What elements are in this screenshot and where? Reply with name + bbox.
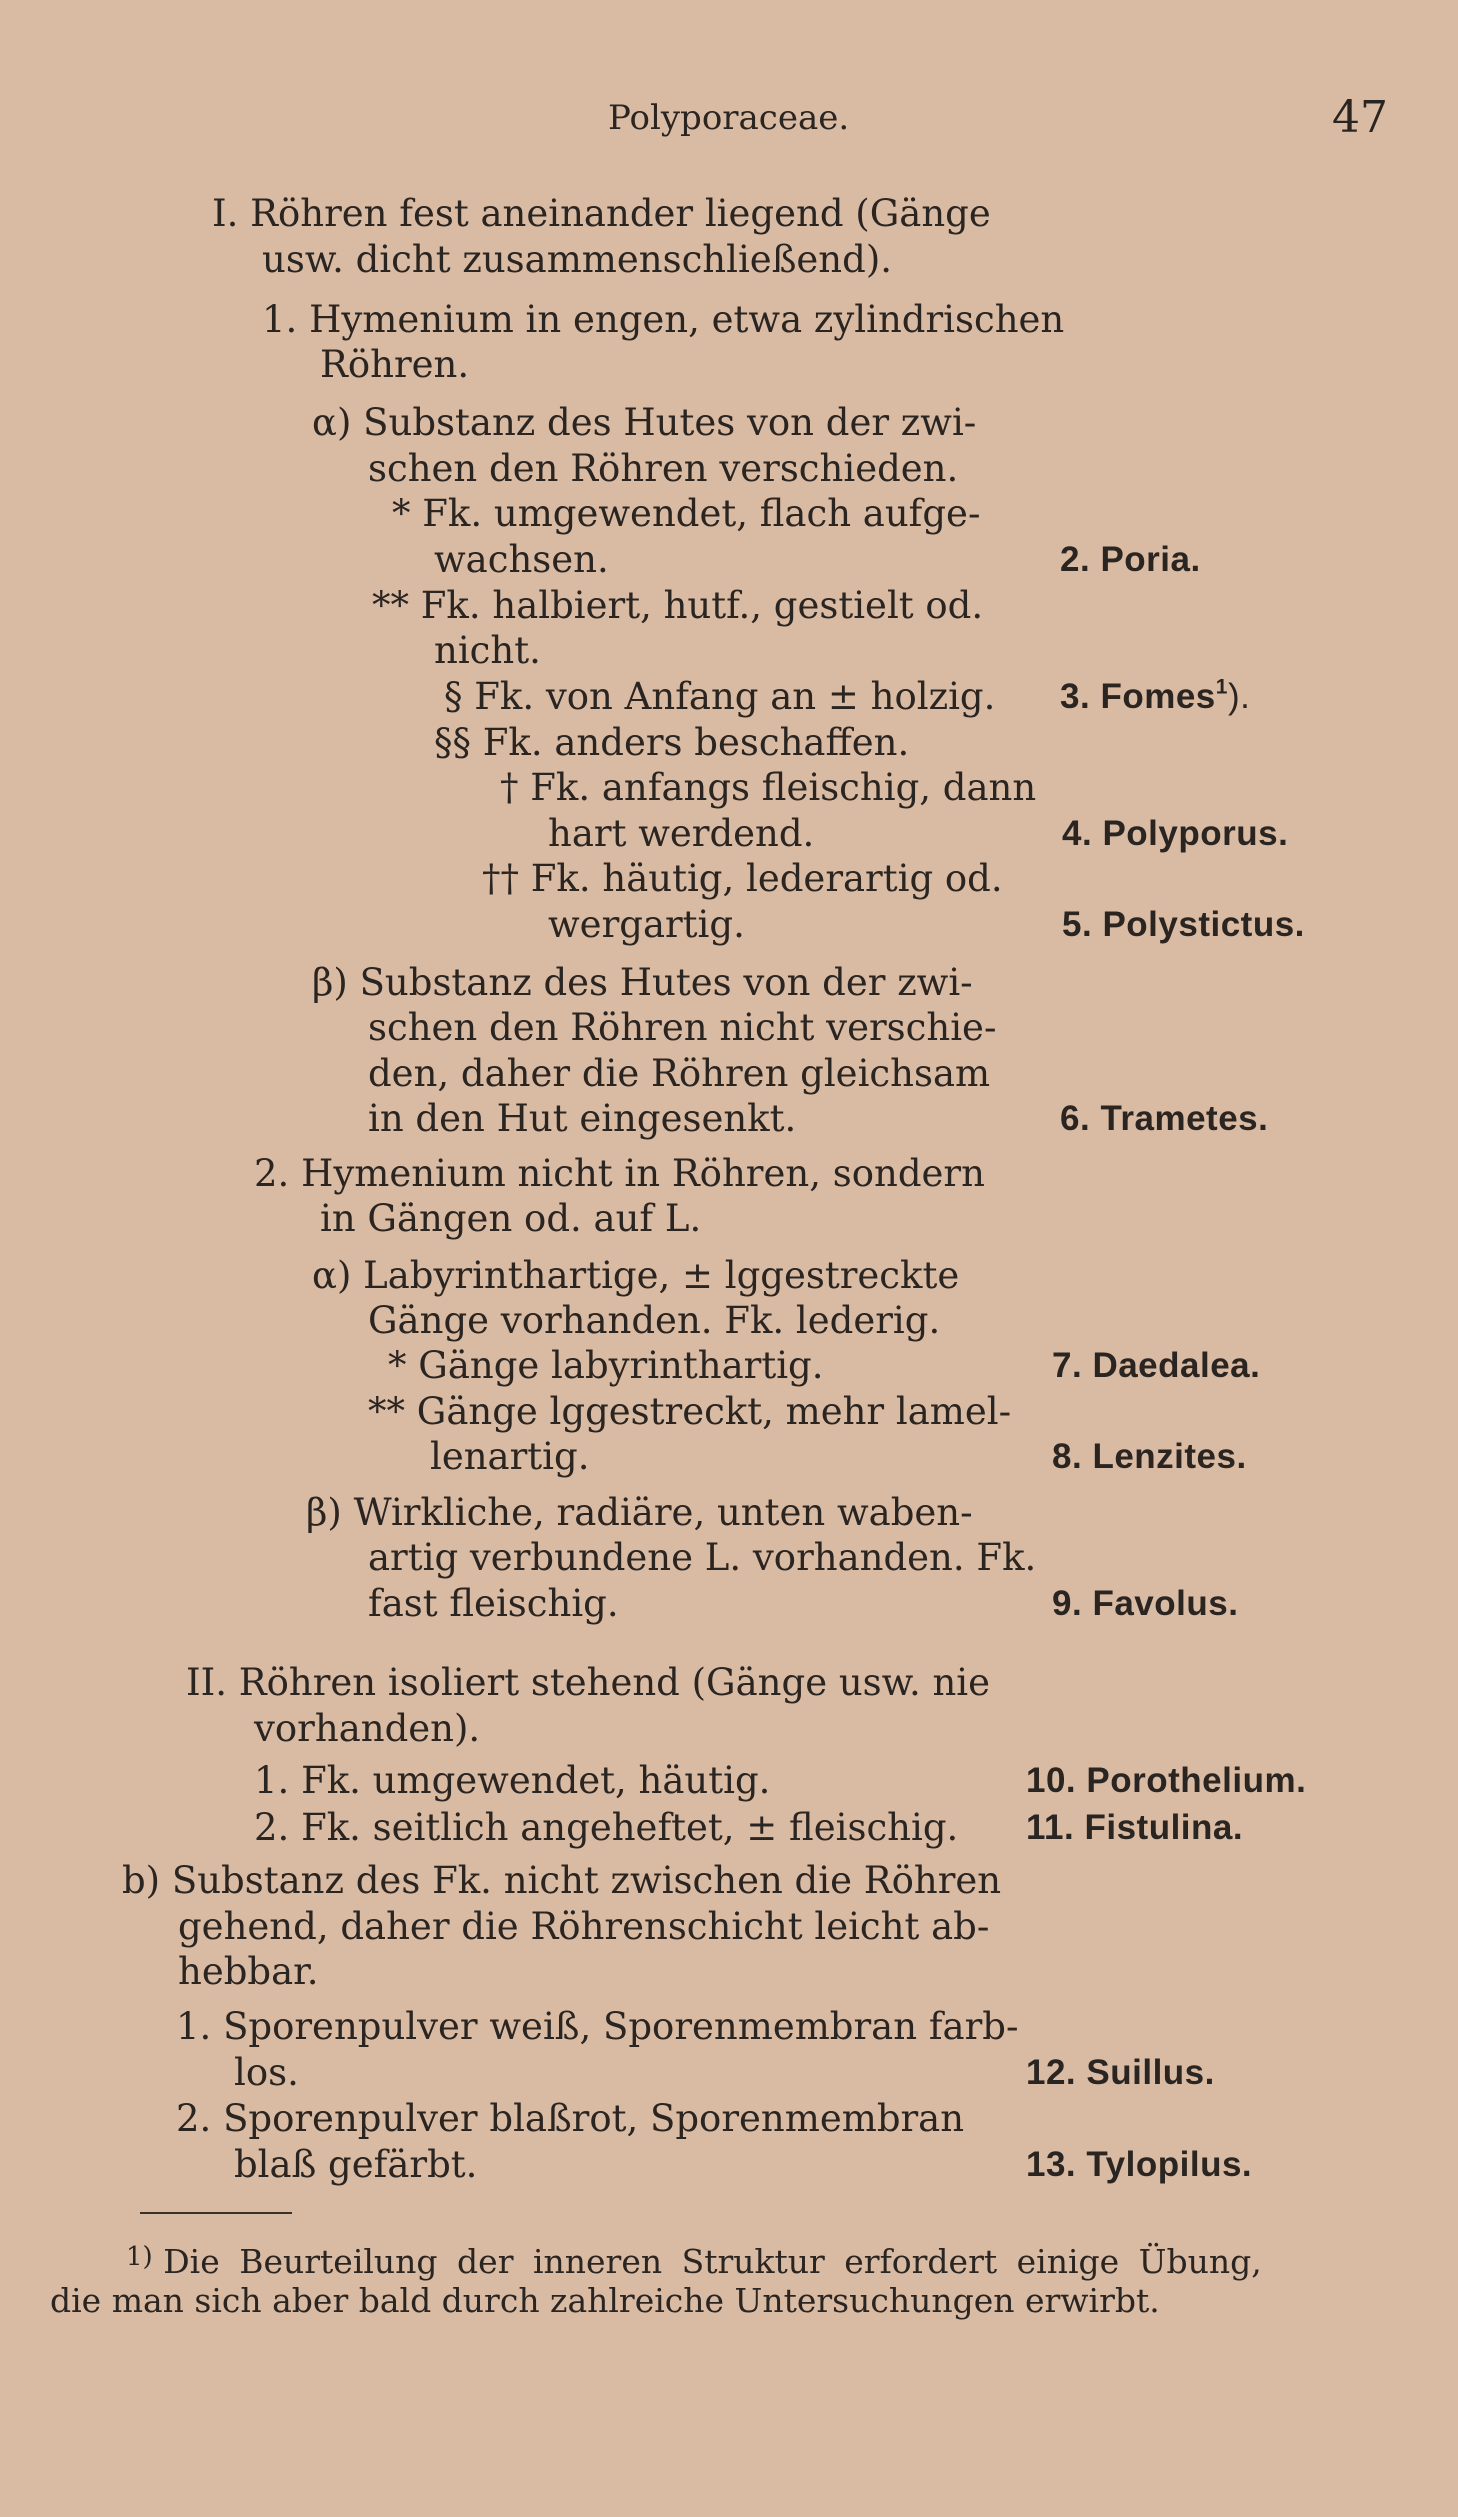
genus-entry: 13. Tylopilus. [1026, 2145, 1253, 2184]
genus-entry: 8. Lenzites. [1052, 1437, 1247, 1476]
genus-entry: 4. Polyporus. [1062, 814, 1289, 853]
genus-entry: 10. Porothelium. [1026, 1761, 1307, 1800]
key-line: hart werdend. [548, 812, 815, 855]
key-line: wergartig. [548, 903, 745, 946]
key-line: 2. Fk. seitlich angeheftet, ± fleischig. [254, 1806, 959, 1849]
key-line: blaß gefärbt. [234, 2143, 478, 2186]
key-line: §§ Fk. anders beschaffen. [434, 721, 910, 764]
key-line: ** Gänge lggestreckt, mehr lamel- [368, 1390, 1012, 1433]
genus-entry: 11. Fistulina. [1026, 1808, 1244, 1847]
key-line: usw. dicht zusammenschließend). [262, 238, 893, 281]
key-line: den, daher die Röhren gleichsam [368, 1052, 991, 1095]
genus-entry: 5. Polystictus. [1062, 905, 1305, 944]
key-line: 1. Hymenium in engen, etwa zylindrischen [262, 298, 1065, 341]
footnote-line: die man sich aber bald durch zahlreiche Untersuchungen erwirbt. [50, 2281, 1160, 2320]
key-line: II. Röhren isoliert stehend (Gänge usw. nie [186, 1661, 991, 1704]
key-line: α) Substanz des Hutes von der zwi- [312, 401, 977, 444]
key-line: § Fk. von Anfang an ± holzig. [444, 675, 996, 718]
key-line: Röhren. [320, 343, 470, 386]
key-line: fast fleischig. [368, 1582, 619, 1625]
key-line: ** Fk. halbiert, hutf., gestielt od. [372, 584, 984, 627]
key-line: wachsen. [434, 538, 609, 581]
genus-entry: 12. Suillus. [1026, 2053, 1215, 2092]
key-line: hebbar. [178, 1950, 319, 1993]
page-number: 47 [1332, 92, 1388, 143]
running-header: Polyporaceae. [608, 98, 850, 138]
key-line: 1. Fk. umgewendet, häutig. [254, 1759, 771, 1802]
key-line: in Gängen od. auf L. [320, 1197, 702, 1240]
footnote-mark: 1) [126, 2242, 153, 2272]
genus-entry: 7. Daedalea. [1052, 1346, 1261, 1385]
key-line: Gänge vorhanden. Fk. lederig. [368, 1299, 941, 1342]
key-line: b) Substanz des Fk. nicht zwischen die Röhren [122, 1859, 1002, 1902]
genus-entry: 9. Favolus. [1052, 1584, 1239, 1623]
genus-entry: 2. Poria. [1060, 540, 1201, 579]
key-line: * Gänge labyrinthartig. [388, 1344, 824, 1387]
key-line: †† Fk. häutig, lederartig od. [482, 857, 1003, 900]
key-line: schen den Röhren verschieden. [368, 447, 959, 490]
key-line: β) Substanz des Hutes von der zwi- [312, 961, 973, 1004]
footnote-line: $^{1)}$ Die Beurteilung der inneren Struktur erfordert einige Übung, [126, 2242, 1262, 2281]
key-line: in den Hut eingesenkt. [368, 1097, 797, 1140]
key-line: gehend, daher die Röhrenschicht leicht ab- [178, 1905, 990, 1948]
key-line: α) Labyrinthartige, ± lggestreckte [312, 1254, 960, 1297]
key-line: nicht. [434, 629, 541, 672]
footnote-rule [140, 2212, 292, 2214]
key-line: 1. Sporenpulver weiß, Sporenmembran farb- [176, 2005, 1019, 2048]
genus-entry: 3. Fomes$^1$). [1060, 675, 1251, 716]
key-line: 2. Hymenium nicht in Röhren, sondern [254, 1152, 985, 1195]
key-line: 2. Sporenpulver blaßrot, Sporenmembran [176, 2097, 965, 2140]
key-line: los. [234, 2051, 299, 2094]
key-line: vorhanden). [254, 1707, 481, 1750]
key-line: lenartig. [430, 1435, 590, 1478]
key-line: schen den Röhren nicht verschie- [368, 1006, 997, 1049]
footnote-mark: 1 [1215, 675, 1228, 699]
key-line: β) Wirkliche, radiäre, unten waben- [306, 1491, 973, 1534]
key-line: * Fk. umgewendet, flach aufge- [392, 492, 981, 535]
key-line: artig verbundene L. vorhanden. Fk. [368, 1536, 1037, 1579]
key-line: † Fk. anfangs fleischig, dann [500, 766, 1037, 809]
key-line: I. Röhren fest aneinander liegend (Gänge [212, 192, 991, 235]
genus-entry: 6. Trametes. [1060, 1099, 1269, 1138]
